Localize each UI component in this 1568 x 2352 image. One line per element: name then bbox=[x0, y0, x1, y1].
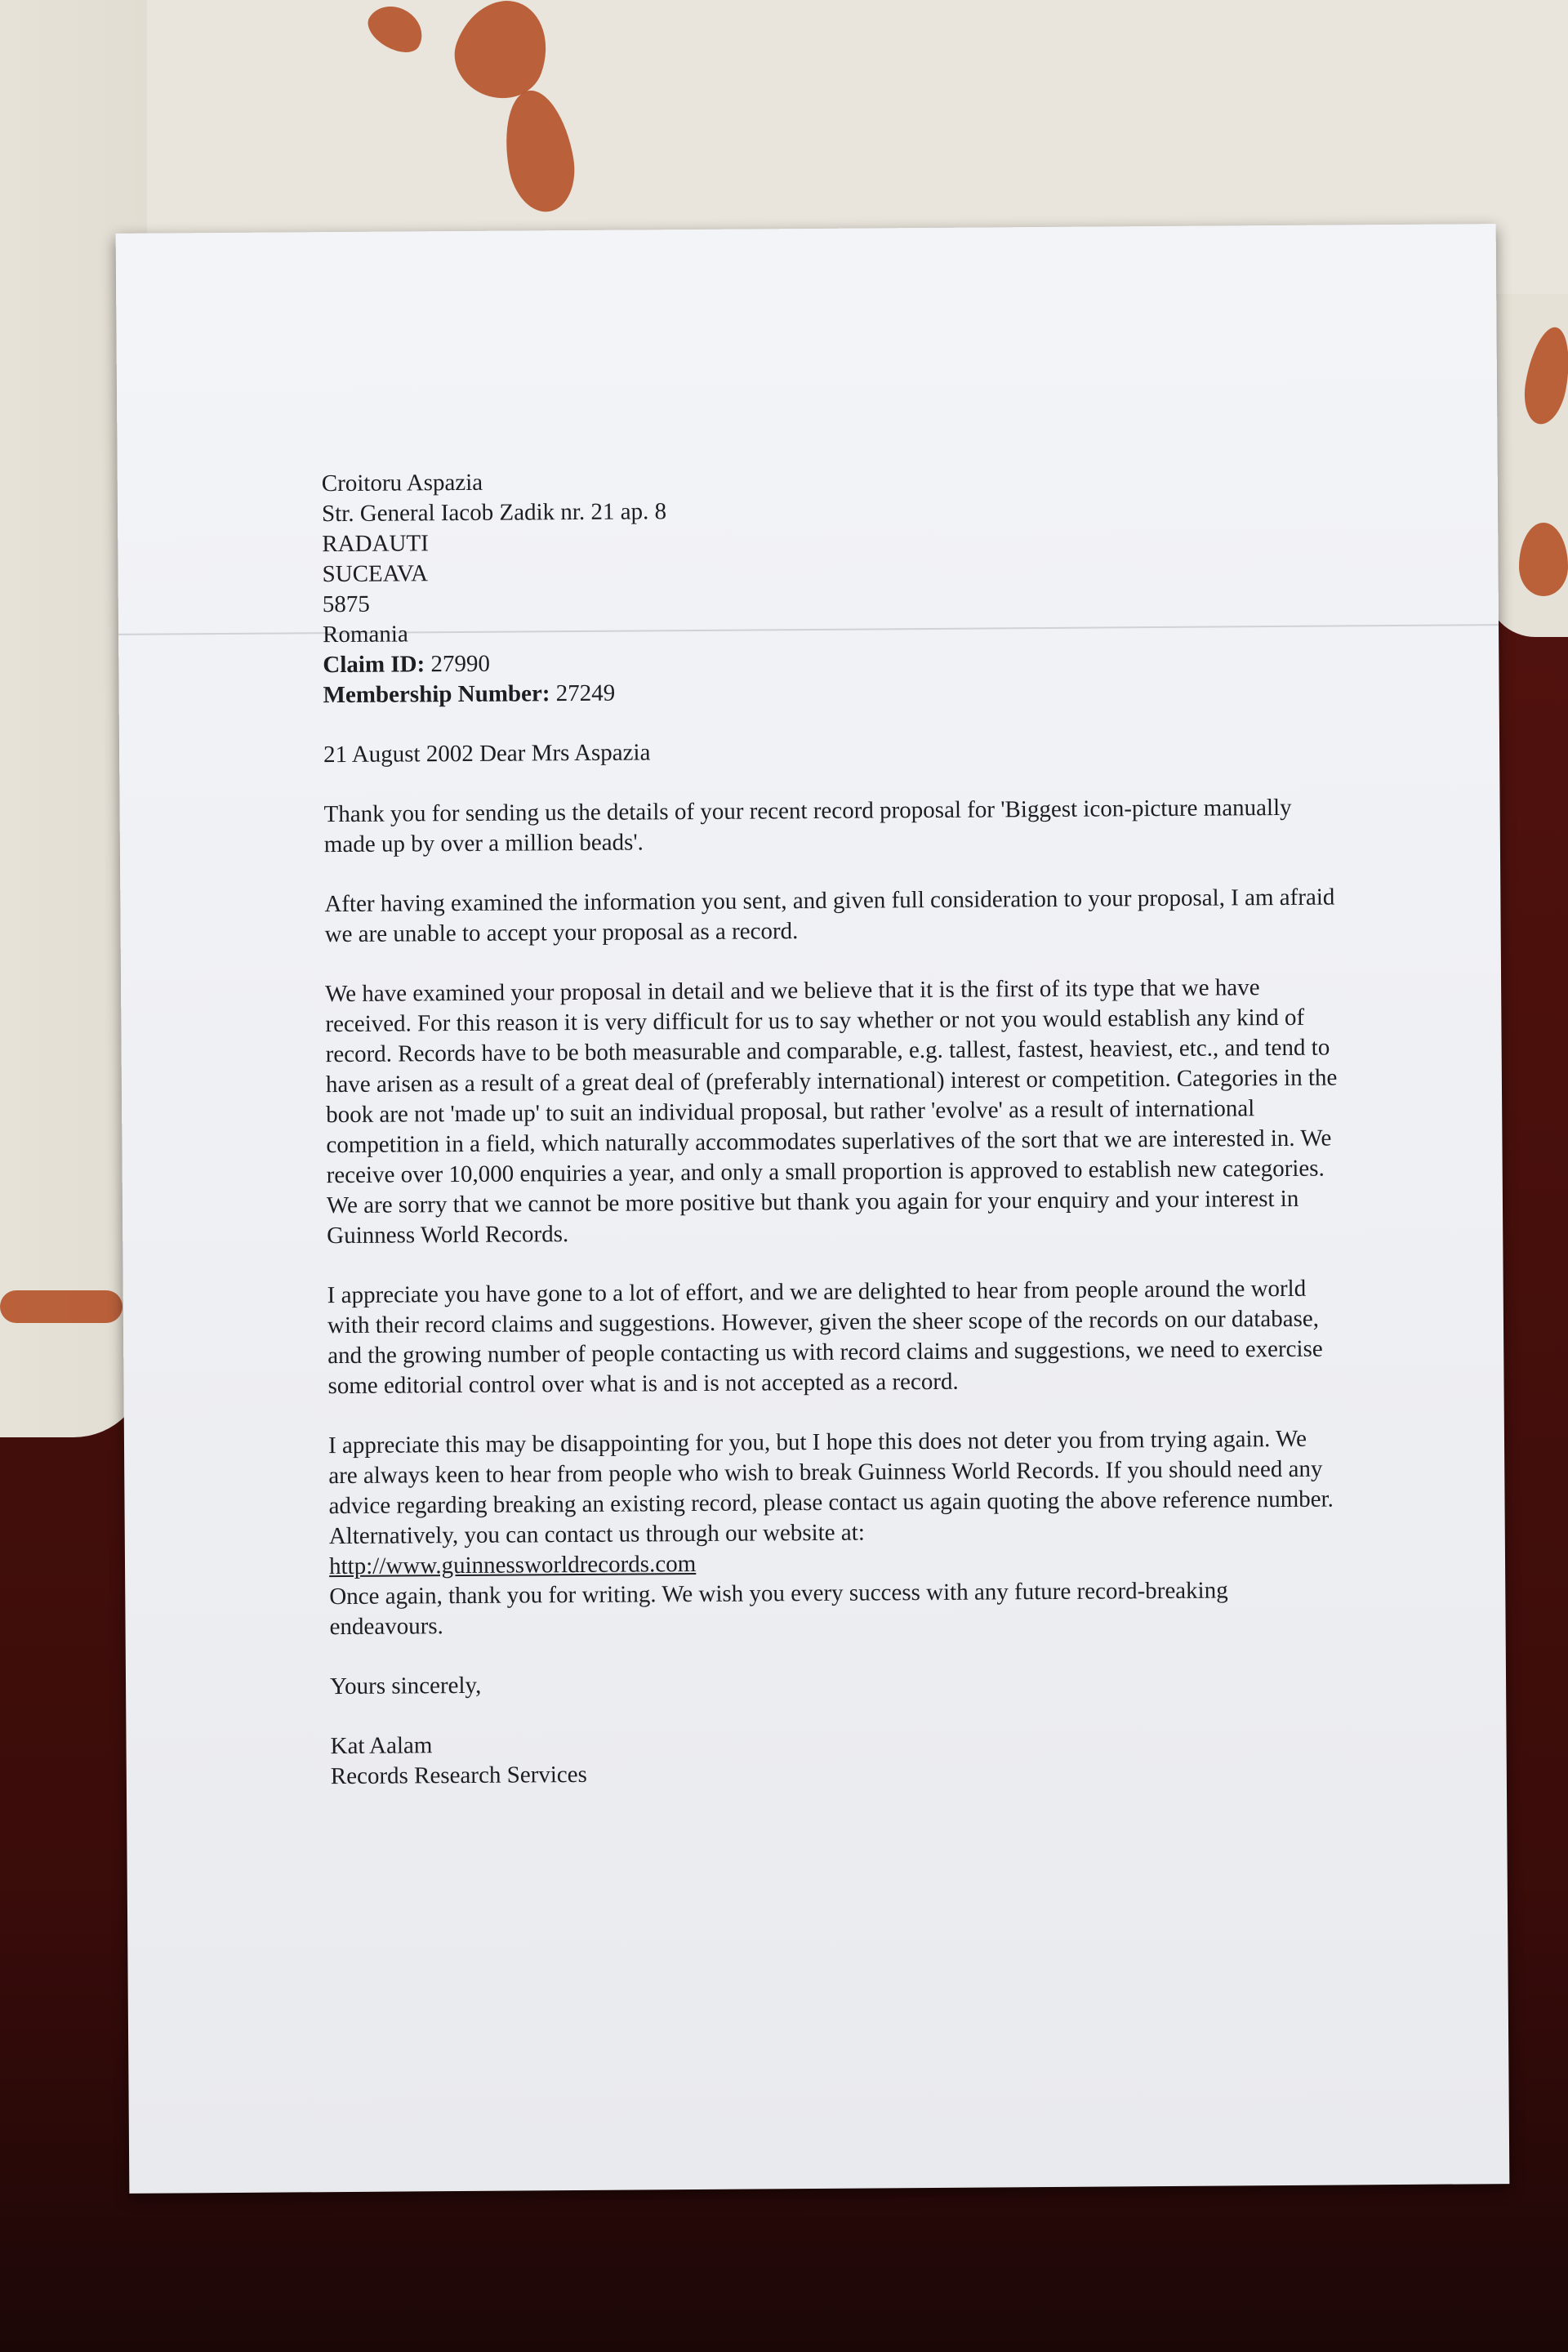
paragraph-encouragement bbox=[328, 1423, 1343, 1642]
recipient-county: SUCEAVA bbox=[322, 560, 429, 588]
claim-id-value: 27990 bbox=[430, 650, 491, 678]
recipient-country: Romania bbox=[322, 621, 408, 648]
recipient-postcode: 5875 bbox=[322, 590, 370, 618]
recipient-street: Str. General Iacob Zadik nr. 21 ap. 8 bbox=[321, 498, 667, 528]
paragraph-explanation: We have examined your proposal in detail and we believe that it is the first of its type that we have received. For this reason it is very difficult for us to say whether or not you would establish any kind of record. Records have to be both measurable and comparable, e.g. tallest, fastest, heaviest, etc., and tend to have arisen as a result of a great deal of (preferably international) interest or competition. Categories in the book are not 'made up' to suit an individual proposal, but rather 'evolve' as a result of international competition in a field, which naturally accommodates superlatives of the sort that we are interested in. We receive over 10,000 enquiries a year, and only a small proportion is approved to establish new categories. We are sorry that we cannot be more positive but thank you again for your enquiry and your interest in Guinness World Records. bbox=[325, 974, 1338, 1250]
membership-number-label: Membership Number: bbox=[323, 680, 550, 709]
paragraph-decision: After having examined the information you sent, and given full consideration to your proposal, I am afraid we are unable to accept your proposal as a record. bbox=[324, 884, 1335, 948]
letter-body bbox=[322, 462, 1343, 1793]
signature-block bbox=[330, 1724, 1343, 1792]
signatory-department: Records Research Services bbox=[330, 1761, 587, 1790]
membership-number-value: 27249 bbox=[555, 679, 616, 707]
website-link[interactable]: http://www.guinnessworldrecords.com bbox=[328, 1551, 697, 1580]
embroidery-motif bbox=[0, 1290, 122, 1323]
encouragement-text: I appreciate this may be disappointing for you, but I hope this does not deter you from trying again. We are always keen to hear from people who wish to break Guinness World Records. If you should need any advice regarding breaking an existing record, please contact us again quoting the above reference number. Alternatively, you can contact us through our website at: bbox=[327, 1425, 1334, 1550]
membership-number-line bbox=[323, 674, 1335, 711]
signoff: Yours sincerely, bbox=[329, 1672, 482, 1700]
signatory-name: Kat Aalam bbox=[330, 1732, 433, 1760]
closing-paragraph: Once again, thank you for writing. We wish you every success with any future record-breaking endeavours. bbox=[329, 1577, 1228, 1641]
recipient-name: Croitoru Aspazia bbox=[321, 469, 483, 497]
date-greeting: 21 August 2002 Dear Mrs Aspazia bbox=[323, 739, 651, 768]
letter-sheet bbox=[116, 224, 1510, 2194]
paragraph-editorial-control: I appreciate you have gone to a lot of effort, and we are delighted to hear from people around the world with their record claims and suggestions. However, given the sheer scope of the records on our database, and the growing number of people contacting us with record claims and suggestions, we need to exercise some editorial control over what is and is not accepted as a record. bbox=[327, 1275, 1323, 1400]
claim-id-label: Claim ID: bbox=[323, 651, 425, 679]
recipient-city: RADAUTI bbox=[322, 530, 429, 558]
paragraph-thanks: Thank you for sending us the details of your recent record proposal for 'Biggest icon-picture manually made up by over a million beads'. bbox=[323, 794, 1292, 858]
recipient-address-block bbox=[322, 462, 1336, 711]
